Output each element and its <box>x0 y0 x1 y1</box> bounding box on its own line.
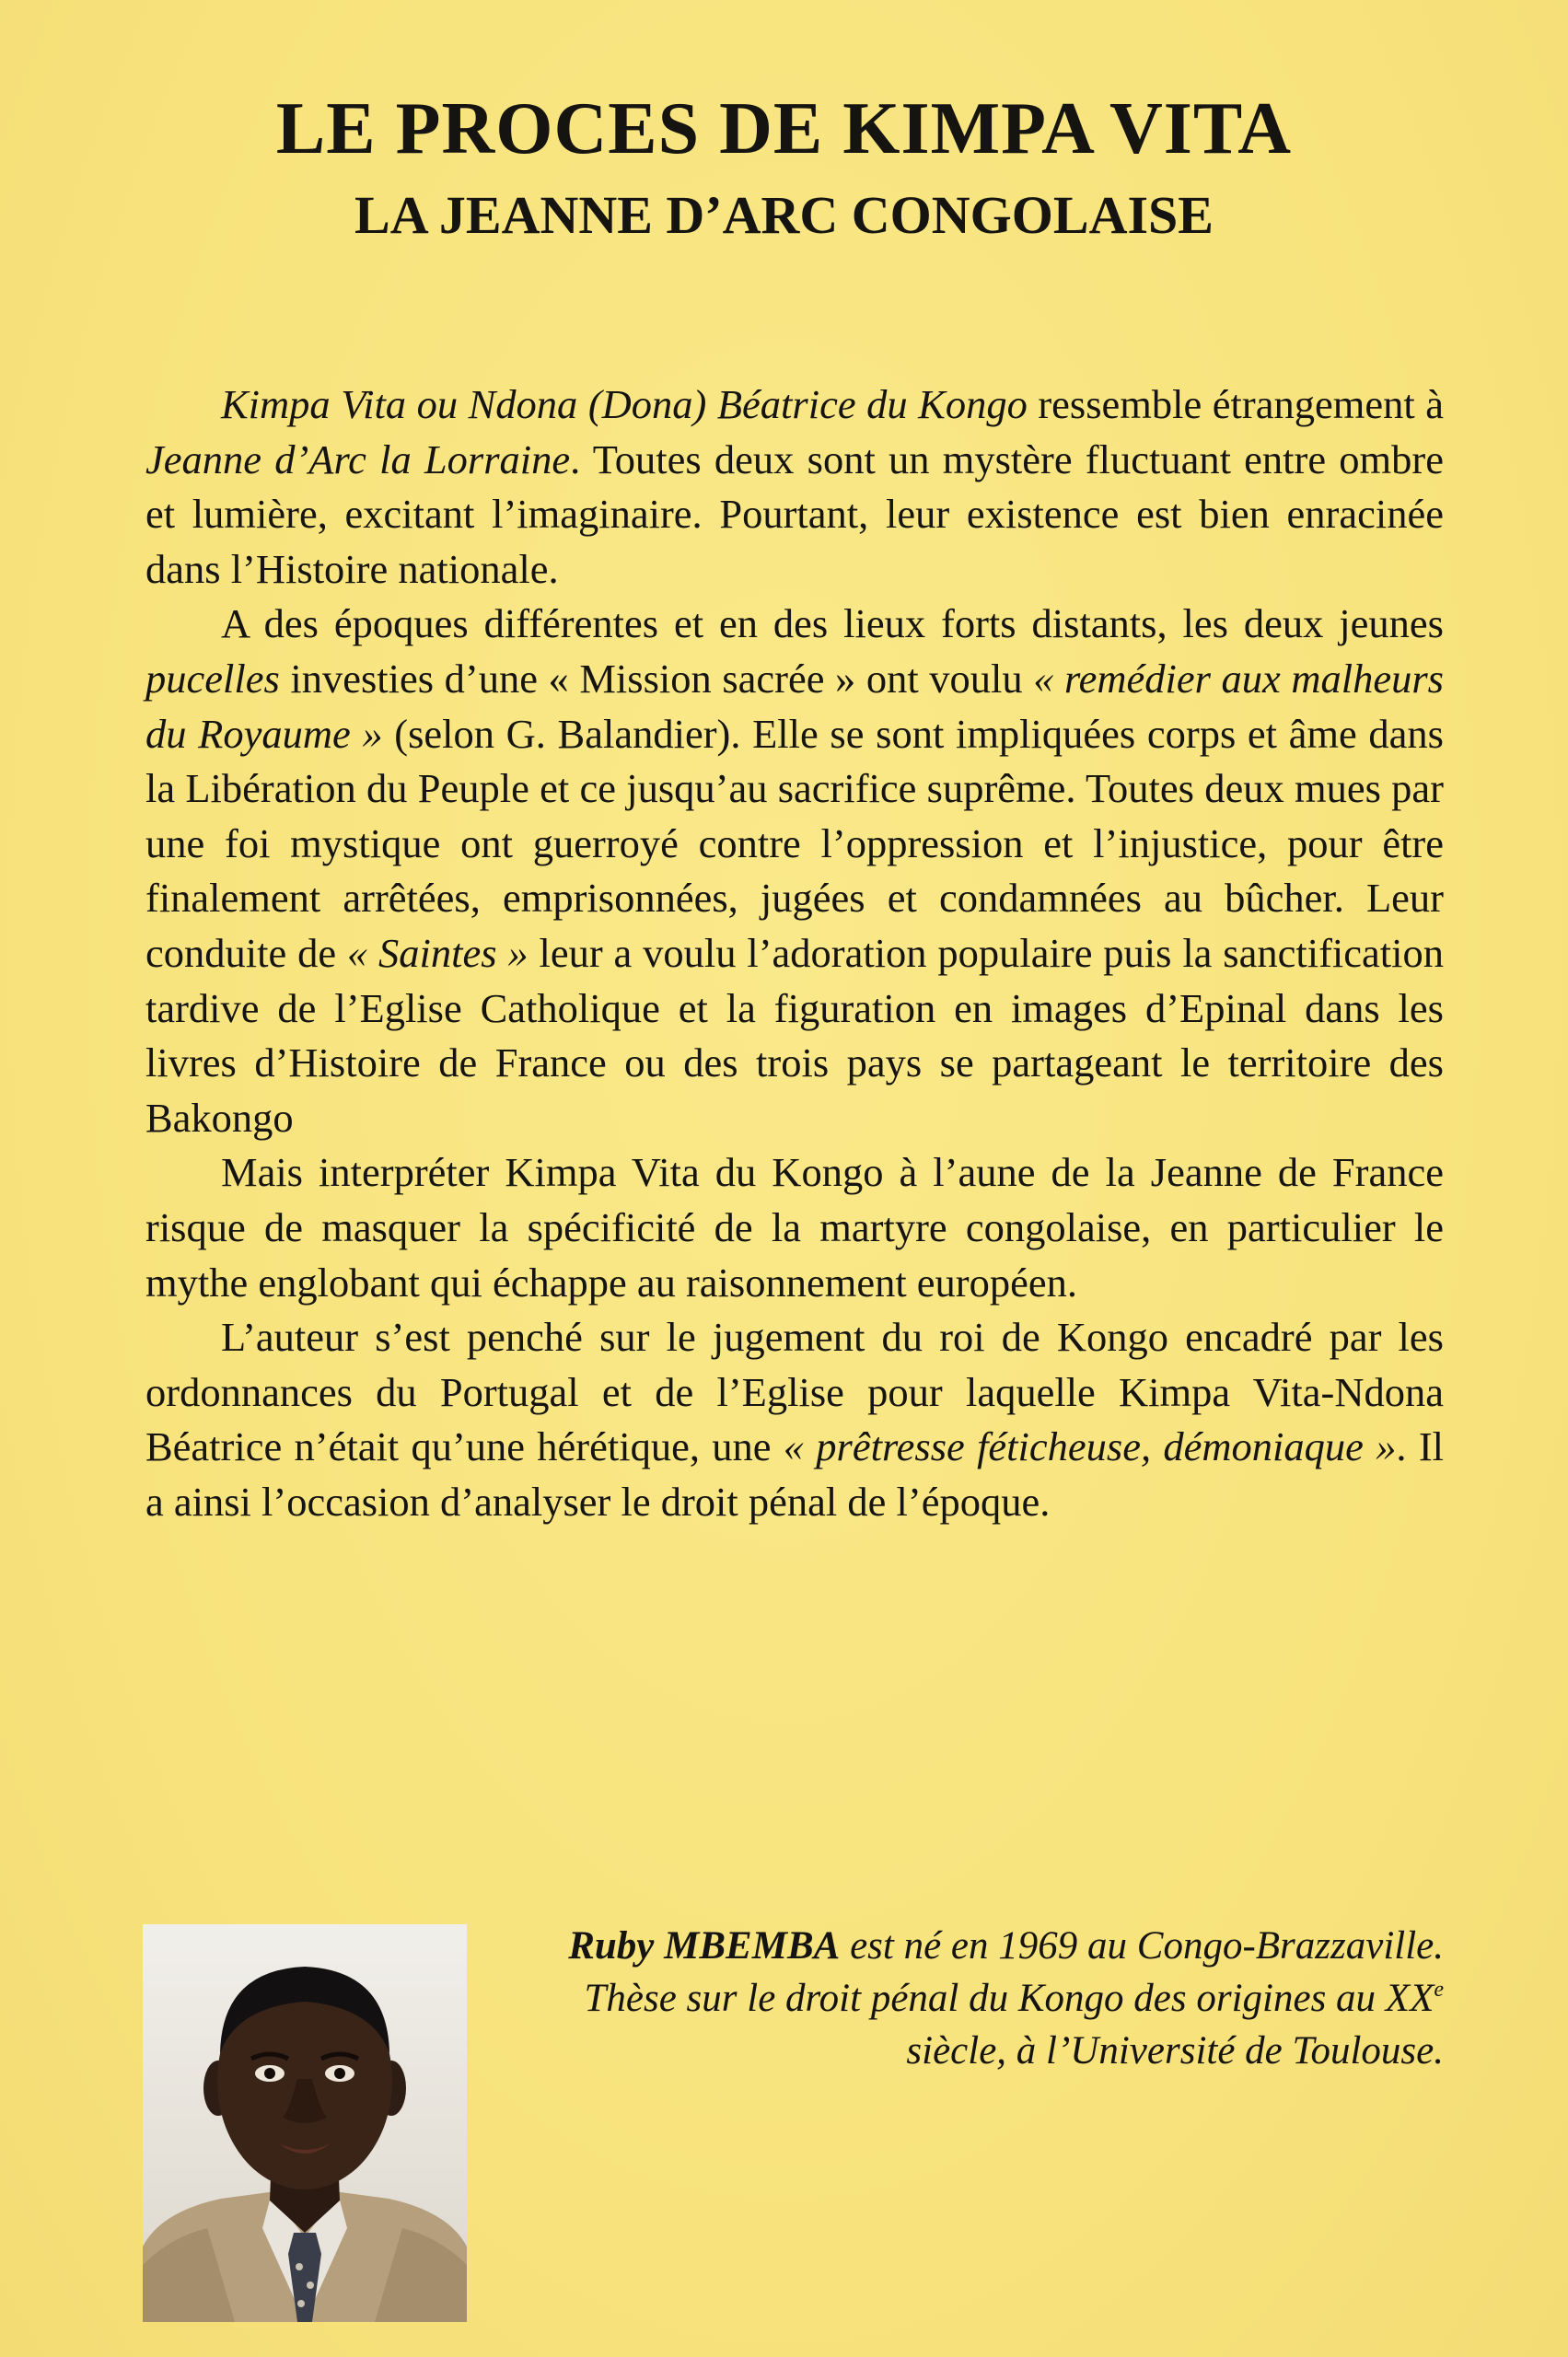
blurb-paragraph-4 <box>145 1310 1444 1529</box>
italic-phrase: pucelles <box>145 655 280 702</box>
blurb-paragraph-2 <box>145 597 1444 1145</box>
author-bio-superscript: e <box>1434 1978 1444 2002</box>
italic-phrase: « prêtresse féticheuse, démoniaque » <box>783 1423 1397 1470</box>
author-bio-text-2: siècle, à l’Université de Toulouse. <box>906 2029 1444 2073</box>
text-run: A des époques différentes et en des lieux forts distants, les deux jeunes <box>221 600 1444 647</box>
text-run: (selon G. Balandier). Elle se sont impliquées corps et âme dans la Libération du Peuple et ce jusqu’au sacrifice suprême. Toutes deux mues par une foi mystique ont guerroyé contre l’oppression et l’injustice, pour être finalement arrêtées, emprisonnées, jugées et condamnées au bûcher. Leur conduite de <box>145 710 1444 976</box>
blurb <box>145 377 1444 1529</box>
author-photo <box>143 1924 467 2322</box>
author-bio-text-1: est né en 1969 au Congo-Brazzaville. Thèse sur le droit pénal du Kongo des origines au XX <box>584 1924 1444 2020</box>
text-run: ressemble étrangement à <box>1027 381 1444 427</box>
italic-phrase: Jeanne d’Arc la Lorraine <box>145 435 571 482</box>
text-run: . Toutes deux sont un mystère fluctuant entre ombre et lumière, excitant l’imaginaire. Pourtant, leur existence est bien enracinée dans l’Histoire nationale. <box>145 435 1444 592</box>
text-run: L’auteur s’est penché sur le jugement du roi de Kongo encadré par les ordonnances du Portugal et de l’Eglise pour laquelle Kimpa Vita-Ndona Béatrice n’était qu’une hérétique, une <box>145 1314 1444 1470</box>
italic-phrase: Kimpa Vita ou Ndona (Dona) Béatrice du Kongo <box>221 381 1028 427</box>
text-run: Mais interpréter Kimpa Vita du Kongo à l’aune de la Jeanne de France risque de masquer la spécificité de la martyre congolaise, en particulier le mythe englobant qui échappe au raisonnement européen. <box>145 1149 1444 1306</box>
text-run: leur a voulu l’adoration populaire puis la sanctification tardive de l’Eglise Catholique et la figuration en images d’Epinal dans les livres d’Histoire de France ou des trois pays se partageant le territoire des Bakongo <box>145 929 1444 1141</box>
text-run: . Il a ainsi l’occasion d’analyser le droit pénal de l’époque. <box>145 1423 1445 1525</box>
author-bio <box>479 1920 1444 2077</box>
blurb-paragraph-3 <box>145 1145 1444 1310</box>
book-subtitle: LA JEANNE D’ARC CONGOLAISE <box>354 185 1214 245</box>
italic-phrase: « Saintes » <box>346 929 528 976</box>
book-title: LE PROCES DE KIMPA VITA <box>275 88 1293 169</box>
text-run: investies d’une « Mission sacrée » ont voulu <box>279 655 1034 702</box>
author-name: Ruby MBEMBA <box>568 1924 841 1968</box>
blurb-paragraph-1 <box>145 377 1444 597</box>
italic-phrase: « remédier aux malheurs du Royaume » <box>145 655 1444 757</box>
